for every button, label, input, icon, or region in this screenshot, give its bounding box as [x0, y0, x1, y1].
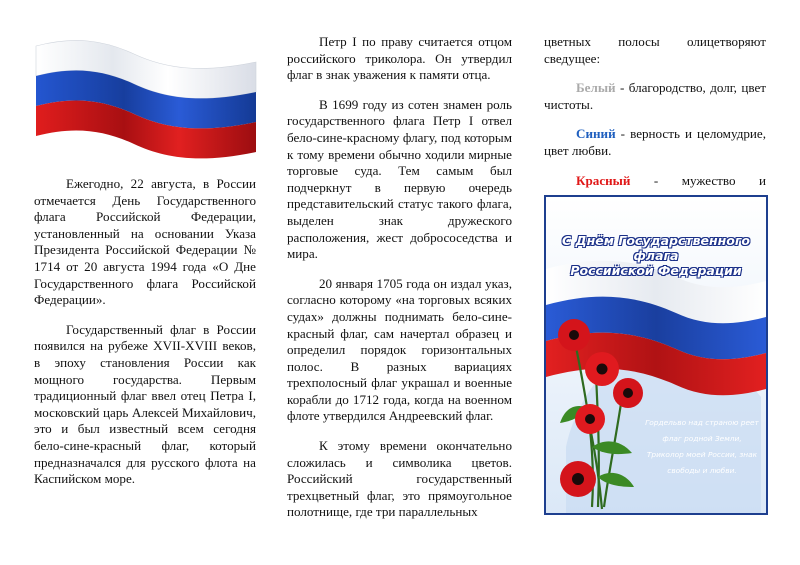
paragraph-flag-history: Государственный флаг в России появился на рубеже XVII-XVIII веков, в эпоху становления России как мощного государства. Первым традиционный флаг ввел отец Петра I, московский царь Алексей Михайлович, это и был известный всем сегодня бело-сине-красный флаг, который предназначался для русского флота на Каспийском море. — [34, 321, 256, 487]
column-middle — [287, 34, 512, 534]
russian-flag-icon — [34, 38, 258, 170]
color-red-meaning: - мужество и — [653, 172, 766, 188]
waving-flag-illustration — [34, 38, 258, 170]
flag-day-poster — [544, 195, 768, 515]
paragraph-1705-decree: 20 января 1705 года он издал указ, согласно которому «на торговых всяких судах» должны поднимать бело-сине-красный флаг, сам начертал образец и определил порядок горизонтальных полос. В разных вариациях трехполосный флаг украшал и военные корабли до 1712 года, когда на военном флоте утвердился Андреевский флаг. — [287, 275, 512, 424]
poster-title-line2: Российской Федерации — [570, 263, 742, 278]
color-red-name: Красный — [576, 172, 631, 188]
poster-title — [546, 233, 766, 278]
paragraph-color-symbolism: К этому времени окончательно сложилась и символика цветов. Российский государственный трехцветный флаг, это прямоугольное полотнище, где три параллельных — [287, 438, 512, 520]
color-white-meaning: - благородство, долг, цвет чистоты. — [544, 80, 766, 112]
color-blue-meaning: - верность и целомудрие, цвет любви. — [544, 126, 766, 158]
color-white-item — [544, 80, 766, 113]
paragraph-peter-tricolor: Петр I по праву считается отцом российского триколора. Он утвердил флаг в знак уважения к памяти отца. — [287, 34, 512, 83]
poster-verse-line: флаг родной Земли, — [662, 434, 742, 443]
poster-verse-line: Гордельво над страною реет — [645, 418, 759, 427]
column-left — [34, 176, 256, 501]
poster-verse-line: Триколор моей России, знак — [646, 450, 758, 459]
color-blue-item — [544, 126, 766, 159]
poster-title-line1: С Днём Государственного флага — [562, 233, 750, 263]
paragraph-flag-day: Ежегодно, 22 августа, в России отмечается День Государственного флага Российской Федерации, установленный на основании Указа Президента Российской Федерации № 1714 от 20 августа 1994 года «О Дне Государственного флага Российской Федерации». — [34, 176, 256, 308]
color-blue-name: Синий — [576, 126, 616, 142]
poster-verse-line: свободы и любви. — [667, 466, 737, 475]
poster-verse — [642, 415, 762, 479]
paragraph-1699: В 1699 году из сотен знамен роль государственного флага Петр I отвел бело-сине-красному флагу, под которым к тому времени обычно ходили мирные торговые суда. Тем самым был подчеркнут в первую очередь представительский статус такого флага, выделен знак дружеского расположения, жест добрососедства и мира. — [287, 96, 512, 262]
column-right — [544, 34, 766, 219]
color-white-name: Белый — [576, 80, 616, 96]
continuation-text: цветных полосы олицетворяют сведущее: — [544, 34, 766, 66]
